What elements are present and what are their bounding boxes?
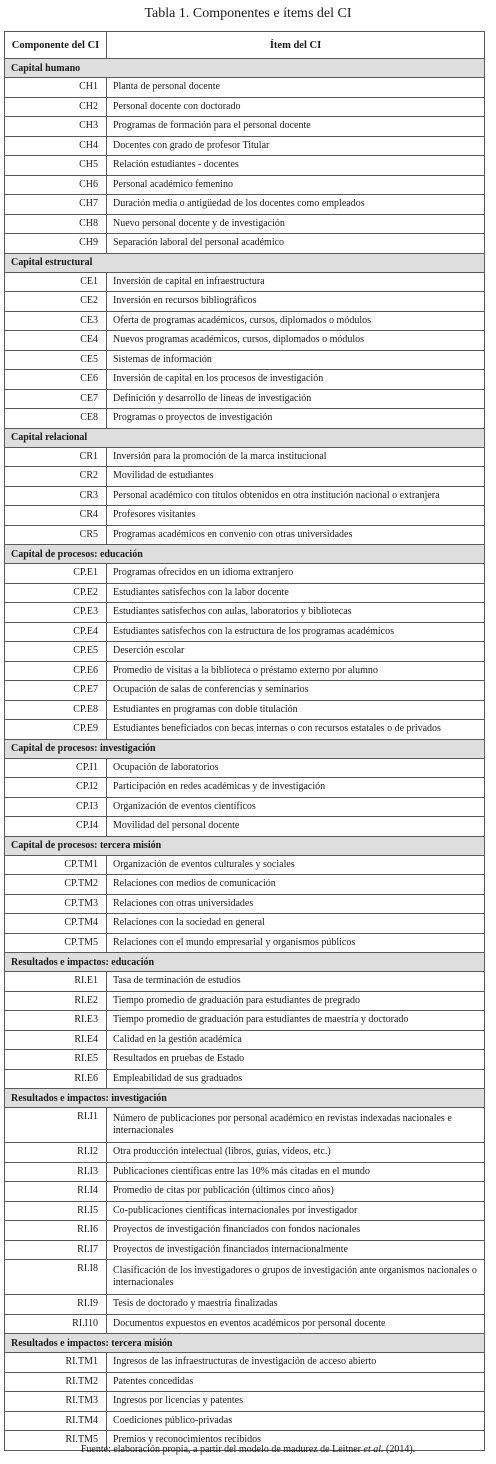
header-component: Componente del CI — [5, 32, 107, 59]
item-code: RI.I1 — [5, 1108, 107, 1143]
table-row — [5, 797, 485, 817]
table-row — [5, 583, 485, 603]
table-row — [5, 991, 485, 1011]
item-description: Coediciones público-privadas — [107, 1411, 485, 1431]
section-heading: Capital estructural — [5, 253, 485, 272]
item-code: CP.E6 — [5, 661, 107, 681]
item-code: RI.I8 — [5, 1260, 107, 1295]
item-description: Participación en redes académicas y de investigación — [107, 778, 485, 798]
item-description: Programas de formación para el personal docente — [107, 117, 485, 137]
item-code: CP.E8 — [5, 700, 107, 720]
table-row — [5, 1030, 485, 1050]
item-code: CH7 — [5, 195, 107, 215]
item-code: CP.E9 — [5, 720, 107, 740]
item-description: Programas o proyectos de investigación — [107, 409, 485, 429]
item-description: Planta de personal docente — [107, 78, 485, 98]
table-row — [5, 875, 485, 895]
table-row — [5, 778, 485, 798]
item-description: Promedio de citas por publicación (últimos cinco años) — [107, 1182, 485, 1202]
item-code: CH3 — [5, 117, 107, 137]
item-description: Docentes con grado de profesor Titular — [107, 136, 485, 156]
item-code: CE8 — [5, 409, 107, 429]
item-code: RI.E1 — [5, 972, 107, 992]
table-row — [5, 1295, 485, 1315]
item-code: CR5 — [5, 525, 107, 545]
item-description: Calidad en la gestión académica — [107, 1030, 485, 1050]
item-code: CH6 — [5, 175, 107, 195]
item-description: Duración media o antigüedad de los docentes como empleados — [107, 195, 485, 215]
table-row — [5, 720, 485, 740]
item-description: Patentes concedidas — [107, 1372, 485, 1392]
item-code: CP.E4 — [5, 622, 107, 642]
item-description: Relaciones con el mundo empresarial y organismos públicos — [107, 933, 485, 953]
item-code: CP.E7 — [5, 681, 107, 701]
item-code: CH9 — [5, 234, 107, 254]
item-description: Inversión en recursos bibliográficos — [107, 292, 485, 312]
item-description: Proyectos de investigación financiados internacionalmente — [107, 1240, 485, 1260]
table-header-row — [5, 32, 485, 59]
item-description: Tiempo promedio de graduación para estudiantes de maestría y doctorado — [107, 1011, 485, 1031]
item-description: Empleabilidad de sus graduados — [107, 1069, 485, 1089]
item-code: CH2 — [5, 97, 107, 117]
item-description: Relaciones con otras universidades — [107, 894, 485, 914]
item-description: Tasa de terminación de estudios — [107, 972, 485, 992]
table-row — [5, 894, 485, 914]
item-code: CP.TM2 — [5, 875, 107, 895]
table-row — [5, 564, 485, 584]
table-row — [5, 486, 485, 506]
table-row — [5, 97, 485, 117]
item-description: Resultados en pruebas de Estado — [107, 1050, 485, 1070]
item-description: Co-publicaciones científicas internacionales por investigador — [107, 1201, 485, 1221]
item-code: RI.I7 — [5, 1240, 107, 1260]
item-code: CR4 — [5, 506, 107, 526]
table-caption: Tabla 1. Componentes e ítems del CI — [144, 6, 352, 21]
item-code: CP.I4 — [5, 817, 107, 837]
table-row — [5, 1221, 485, 1241]
table-row — [5, 1050, 485, 1070]
item-description: Estudiantes satisfechos con la estructura de los programas académicos — [107, 622, 485, 642]
section-row — [5, 428, 485, 447]
item-code: RI.I6 — [5, 1221, 107, 1241]
item-code: CR2 — [5, 467, 107, 487]
item-code: RI.I5 — [5, 1201, 107, 1221]
item-description: Clasificación de los investigadores o grupos de investigación ante organismos nacionales o internacionales — [107, 1260, 485, 1295]
table-row — [5, 214, 485, 234]
item-code: CP.I3 — [5, 797, 107, 817]
table-row — [5, 292, 485, 312]
section-row — [5, 545, 485, 564]
section-heading: Resultados e impactos: tercera misión — [5, 1334, 485, 1353]
table-row — [5, 1108, 485, 1143]
item-code: RI.TM5 — [5, 1431, 107, 1451]
section-row — [5, 59, 485, 78]
item-code: RI.I10 — [5, 1314, 107, 1334]
table-source-note — [0, 1444, 496, 1456]
section-heading: Capital de procesos: educación — [5, 545, 485, 564]
table-row — [5, 331, 485, 351]
table-row — [5, 1069, 485, 1089]
item-description: Programas ofrecidos en un idioma extranjero — [107, 564, 485, 584]
item-description: Relación estudiantes - docentes — [107, 156, 485, 176]
table-row — [5, 117, 485, 137]
section-row — [5, 953, 485, 972]
item-description: Relaciones con medios de comunicación — [107, 875, 485, 895]
item-code: CP.E5 — [5, 642, 107, 662]
table-row — [5, 933, 485, 953]
item-code: CP.TM1 — [5, 855, 107, 875]
item-description: Proyectos de investigación financiados con fondos nacionales — [107, 1221, 485, 1241]
item-description: Profesores visitantes — [107, 506, 485, 526]
item-description: Tesis de doctorado y maestría finalizadas — [107, 1295, 485, 1315]
header-item: Ítem del CI — [107, 32, 485, 59]
item-code: RI.I9 — [5, 1295, 107, 1315]
item-code: RI.E5 — [5, 1050, 107, 1070]
section-row — [5, 739, 485, 758]
table-row — [5, 855, 485, 875]
item-code: RI.TM3 — [5, 1392, 107, 1412]
item-description: Estudiantes beneficiados con becas internas o con recursos estatales o de privados — [107, 720, 485, 740]
item-code: CP.TM3 — [5, 894, 107, 914]
table-row — [5, 409, 485, 429]
table-row — [5, 467, 485, 487]
table-row — [5, 311, 485, 331]
table-row — [5, 272, 485, 292]
item-description: Inversión de capital en los procesos de investigación — [107, 370, 485, 390]
item-code: RI.I4 — [5, 1182, 107, 1202]
item-code: CP.TM5 — [5, 933, 107, 953]
item-code: CE5 — [5, 350, 107, 370]
item-description: Estudiantes satisfechos con aulas, laboratorios y bibliotecas — [107, 603, 485, 623]
table-row — [5, 1162, 485, 1182]
table-row — [5, 1392, 485, 1412]
section-heading: Capital de procesos: tercera misión — [5, 836, 485, 855]
section-row — [5, 836, 485, 855]
item-code: CE4 — [5, 331, 107, 351]
item-description: Publicaciones científicas entre las 10% más citadas en el mundo — [107, 1162, 485, 1182]
table-row — [5, 447, 485, 467]
item-code: CE2 — [5, 292, 107, 312]
table-row — [5, 195, 485, 215]
item-description: Otra producción intelectual (libros, guías, videos, etc.) — [107, 1143, 485, 1163]
table-row — [5, 681, 485, 701]
item-code: CP.TM4 — [5, 914, 107, 934]
table-row — [5, 700, 485, 720]
item-code: CH5 — [5, 156, 107, 176]
item-code: CH8 — [5, 214, 107, 234]
section-heading: Capital humano — [5, 59, 485, 78]
table-row — [5, 1011, 485, 1031]
item-code: CP.E2 — [5, 583, 107, 603]
table-row — [5, 1240, 485, 1260]
table-row — [5, 370, 485, 390]
item-description: Personal académico con títulos obtenidos en otra institución nacional o extranjera — [107, 486, 485, 506]
section-row — [5, 1334, 485, 1353]
table-row — [5, 914, 485, 934]
item-description: Personal académico femenino — [107, 175, 485, 195]
source-text: Fuente: elaboración propia, a partir del modelo de madurez de Leitner — [80, 1444, 364, 1455]
item-description: Organización de eventos culturales y sociales — [107, 855, 485, 875]
item-description: Organización de eventos científicos — [107, 797, 485, 817]
item-description: Ocupación de laboratorios — [107, 758, 485, 778]
item-description: Estudiantes en programas con doble titulación — [107, 700, 485, 720]
item-code: CE6 — [5, 370, 107, 390]
table-row — [5, 234, 485, 254]
item-code: RI.I3 — [5, 1162, 107, 1182]
item-description: Relaciones con la sociedad en general — [107, 914, 485, 934]
item-code: RI.E6 — [5, 1069, 107, 1089]
source-italic: et al. — [363, 1444, 384, 1455]
item-description: Inversión de capital en infraestructura — [107, 272, 485, 292]
item-code: CH4 — [5, 136, 107, 156]
table-row — [5, 389, 485, 409]
table-row — [5, 622, 485, 642]
item-code: CH1 — [5, 78, 107, 98]
item-code: CP.E1 — [5, 564, 107, 584]
item-description: Ocupación de salas de conferencias y seminarios — [107, 681, 485, 701]
item-description: Nuevo personal docente y de investigación — [107, 214, 485, 234]
table-row — [5, 1182, 485, 1202]
item-description: Personal docente con doctorado — [107, 97, 485, 117]
item-description: Estudiantes satisfechos con la labor docente — [107, 583, 485, 603]
table-row — [5, 1143, 485, 1163]
item-description: Programas académicos en convenio con otras universidades — [107, 525, 485, 545]
item-description: Oferta de programas académicos, cursos, diplomados o módulos — [107, 311, 485, 331]
table-row — [5, 525, 485, 545]
item-code: RI.TM2 — [5, 1372, 107, 1392]
section-row — [5, 253, 485, 272]
item-description: Nuevos programas académicos, cursos, diplomados o módulos — [107, 331, 485, 351]
item-description: Deserción escolar — [107, 642, 485, 662]
item-description: Sistemas de información — [107, 350, 485, 370]
item-code: CE3 — [5, 311, 107, 331]
section-row — [5, 1089, 485, 1108]
item-code: CE7 — [5, 389, 107, 409]
item-code: CP.E3 — [5, 603, 107, 623]
table-row — [5, 78, 485, 98]
item-code: RI.I2 — [5, 1143, 107, 1163]
item-description: Movilidad de estudiantes — [107, 467, 485, 487]
table-row — [5, 175, 485, 195]
table-row — [5, 1201, 485, 1221]
section-heading: Resultados e impactos: investigación — [5, 1089, 485, 1108]
item-code: CE1 — [5, 272, 107, 292]
table-row — [5, 350, 485, 370]
section-heading: Capital de procesos: investigación — [5, 739, 485, 758]
table-row — [5, 972, 485, 992]
table-row — [5, 758, 485, 778]
section-heading: Resultados e impactos: educación — [5, 953, 485, 972]
item-description: Tiempo promedio de graduación para estudiantes de pregrado — [107, 991, 485, 1011]
table-row — [5, 1260, 485, 1295]
table-row — [5, 1314, 485, 1334]
item-code: CR3 — [5, 486, 107, 506]
table-row — [5, 1372, 485, 1392]
item-description: Definición y desarrollo de líneas de investigación — [107, 389, 485, 409]
item-code: RI.TM1 — [5, 1353, 107, 1373]
item-description: Movilidad del personal docente — [107, 817, 485, 837]
item-description: Promedio de visitas a la biblioteca o préstamo externo por alumno — [107, 661, 485, 681]
table-row — [5, 817, 485, 837]
table-row — [5, 506, 485, 526]
ci-table — [4, 31, 485, 1451]
table-row — [5, 1353, 485, 1373]
item-code: RI.TM4 — [5, 1411, 107, 1431]
item-code: CP.I1 — [5, 758, 107, 778]
item-description: Documentos expuestos en eventos académicos por personal docente — [107, 1314, 485, 1334]
item-description: Número de publicaciones por personal académico en revistas indexadas nacionales e internacionales — [107, 1108, 485, 1143]
table-row — [5, 156, 485, 176]
source-year: (2014). — [383, 1444, 416, 1455]
item-code: CP.I2 — [5, 778, 107, 798]
table-row — [5, 136, 485, 156]
item-description: Premios y reconocimientos recibidos — [107, 1431, 485, 1451]
table-row — [5, 642, 485, 662]
item-code: RI.E3 — [5, 1011, 107, 1031]
item-code: CR1 — [5, 447, 107, 467]
table-row — [5, 603, 485, 623]
item-description: Separación laboral del personal académico — [107, 234, 485, 254]
table-row — [5, 1411, 485, 1431]
section-heading: Capital relacional — [5, 428, 485, 447]
table-body — [5, 59, 485, 1451]
item-description: Ingresos de las infraestructuras de investigación de acceso abierto — [107, 1353, 485, 1373]
item-description: Ingresos por licencias y patentes — [107, 1392, 485, 1412]
item-code: RI.E2 — [5, 991, 107, 1011]
item-code: RI.E4 — [5, 1030, 107, 1050]
table-row — [5, 661, 485, 681]
item-description: Inversión para la promoción de la marca institucional — [107, 447, 485, 467]
